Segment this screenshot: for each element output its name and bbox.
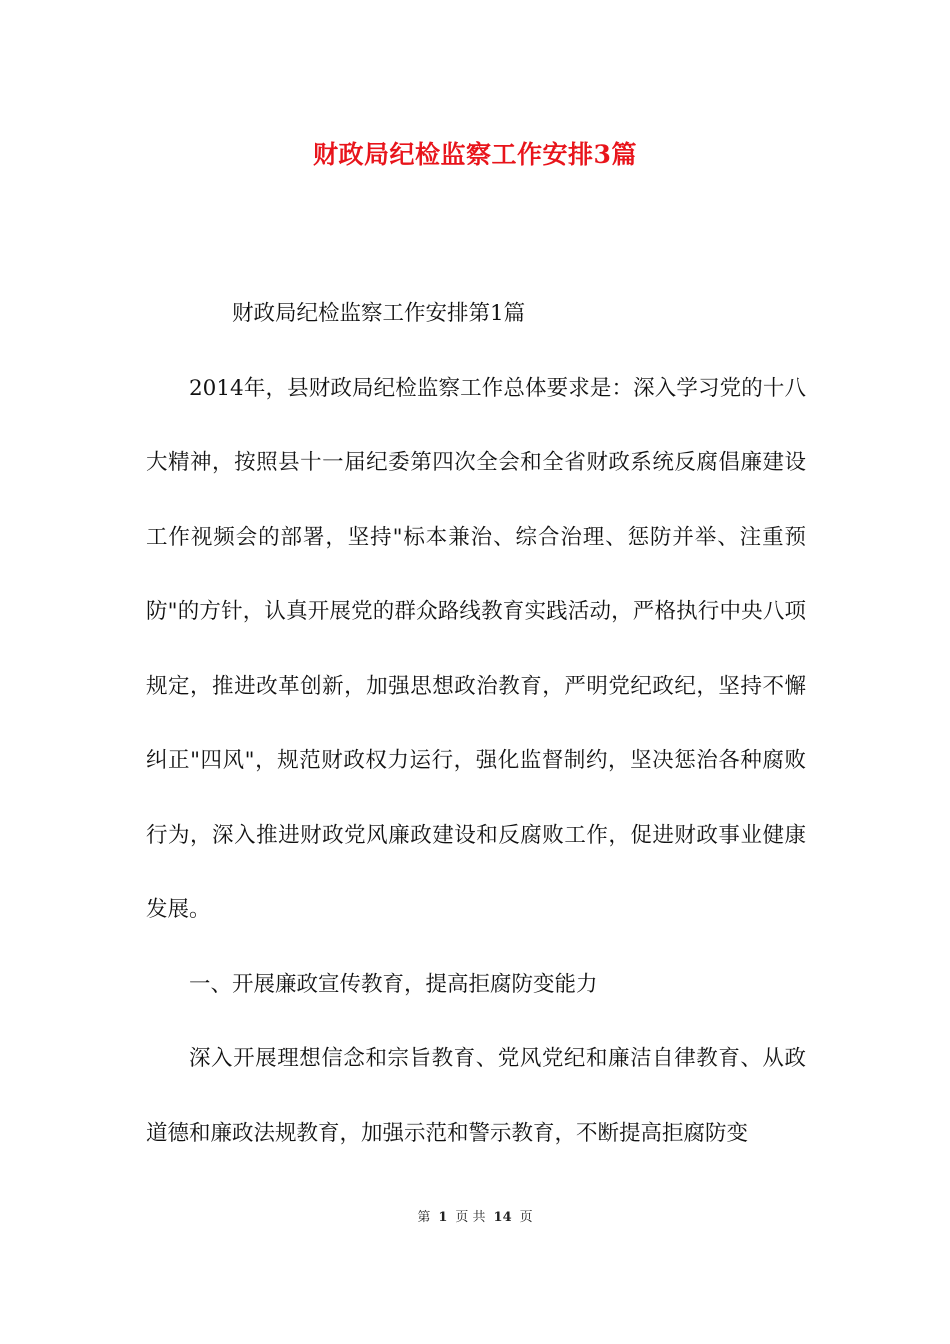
- page-number-footer: [0, 1208, 950, 1228]
- paragraph-heading: 一、开展廉政宣传教育，提高拒腐防变能力: [189, 971, 598, 997]
- page-current: 1: [438, 1210, 448, 1225]
- document-body: [146, 277, 806, 1171]
- page-label-prefix: 第: [417, 1210, 431, 1225]
- section-heading: 财政局纪检监察工作安排第1篇: [232, 301, 526, 326]
- paragraph: 2014年，县财政局纪检监察工作总体要求是：深入学习党的十八大精神，按照县十一届纪委第四次全会和全省财政系统反腐倡廉建设工作视频会的部署，坚持"标本兼治、综合治理、惩防并举、注重预防"的方针，认真开展党的群众路线教育实践活动，严格执行中央八项规定，推进改革创新，加强思想政治教育，严明党纪政纪，坚持不懈纠正"四风"，规范财政权力运行，强化监督制约，坚决惩治各种腐败行为，深入推进财政党风廉政建设和反腐败工作，促进财政事业健康发展。: [146, 375, 806, 922]
- paragraph: 深入开展理想信念和宗旨教育、党风党纪和廉洁自律教育、从政道德和廉政法规教育，加强示范和警示教育，不断提高拒腐防变: [146, 1046, 806, 1146]
- page-label-mid: 页 共: [455, 1210, 486, 1225]
- document-title: 财政局纪检监察工作安排3篇: [313, 140, 637, 169]
- page-label-suffix: 页: [519, 1210, 533, 1225]
- page-total: 14: [493, 1210, 512, 1225]
